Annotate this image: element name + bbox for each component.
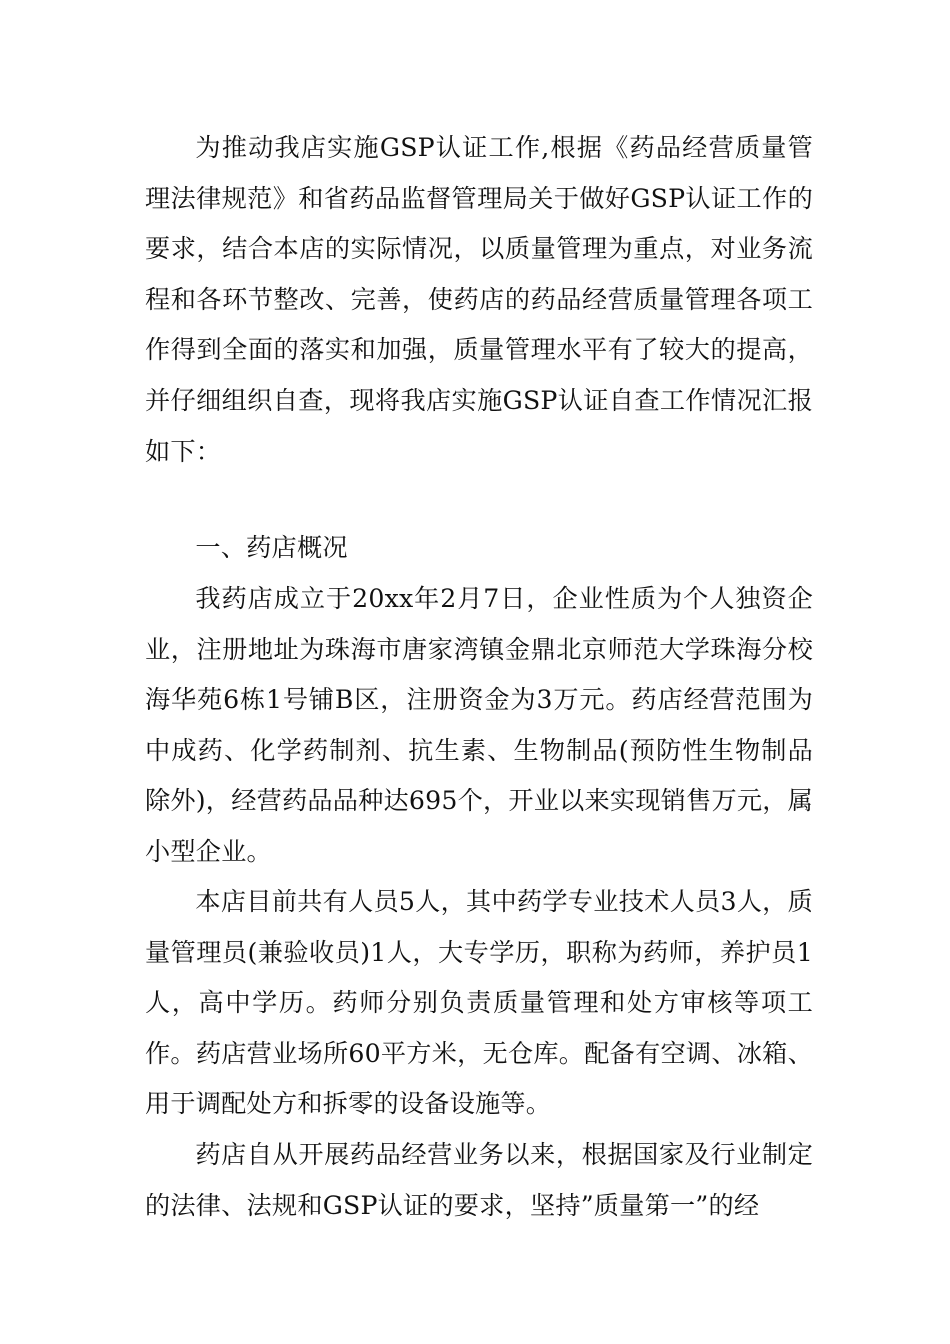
section-heading: 一、药店概况	[195, 533, 348, 562]
body-paragraph: 药店自从开展药品经营业务以来，根据国家及行业制定的法律、法规和GSP认证的要求，坚持”质量第一”的经	[145, 1140, 813, 1220]
intro-paragraph: 为推动我店实施GSP认证工作,根据《药品经营质量管理法律规范》和省药品监督管理局关于做好GSP认证工作的要求，结合本店的实际情况，以质量管理为重点，对业务流程和各环节整改、完善，使药店的药品经营质量管理各项工作得到全面的落实和加强，质量管理水平有了较大的提高，并仔细组织自查，现将我店实施GSP认证自查工作情况汇报如下：	[145, 133, 813, 466]
body-paragraph: 本店目前共有人员5人，其中药学专业技术人员3人，质量管理员(兼验收员)1人，大专学历，职称为药师，养护员1人，高中学历。药师分别负责质量管理和处方审核等项工作。药店营业场所60平方米，无仓库。配备有空调、冰箱、用于调配处方和拆零的设备设施等。	[145, 887, 813, 1119]
body-paragraph: 我药店成立于20xx年2月7日，企业性质为个人独资企业，注册地址为珠海市唐家湾镇金鼎北京师范大学珠海分校海华苑6栋1号铺B区，注册资金为3万元。药店经营范围为中成药、化学药制剂、抗生素、生物制品(预防性生物制品除外)，经营药品品种达695个，开业以来实现销售万元，属小型企业。	[145, 584, 814, 866]
